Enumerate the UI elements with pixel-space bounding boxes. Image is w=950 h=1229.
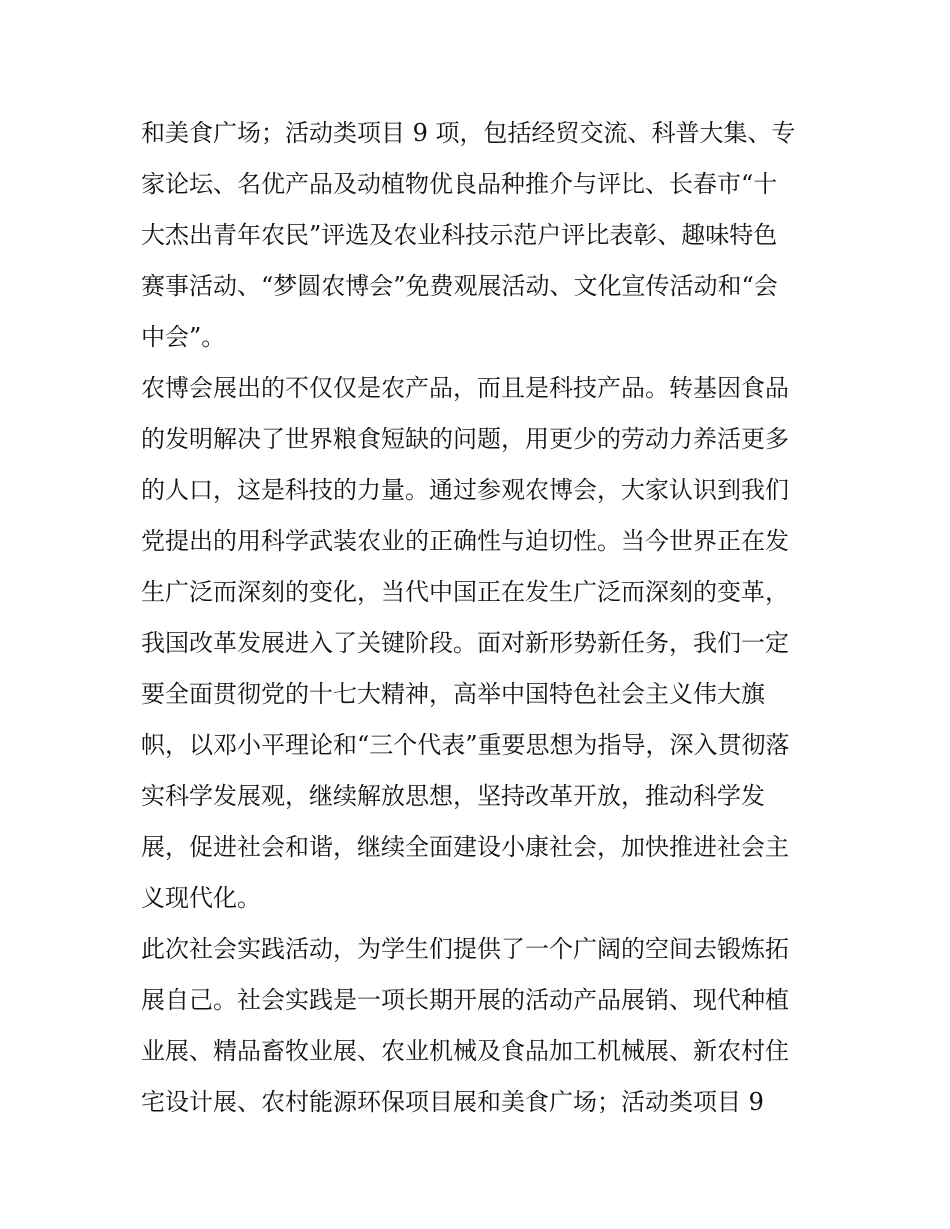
text-line: 帜，以邓小平理论和“三个代表”重要思想为指导，深入贯彻落 [141,731,790,759]
text-line: 此次社会实践活动，为学生们提供了一个广阔的空间去锻炼拓 [141,935,789,963]
text-line: 的发明解决了世界粮食短缺的问题，用更少的劳动力养活更多 [141,425,789,453]
text-line: 农博会展出的不仅仅是农产品，而且是科技产品。转基因食品 [141,374,789,402]
text-line: 家论坛、名优产品及动植物优良品种推介与评比、长春市“十 [141,170,778,198]
text-line: 义现代化。 [141,884,261,912]
text-line: 党提出的用科学武装农业的正确性与迫切性。当今世界正在发 [141,527,789,555]
text-line: 业展、精品畜牧业展、农业机械及食品加工机械展、新农村住 [141,1037,789,1065]
text-line: 中会”。 [141,323,226,351]
text-line: 要全面贯彻党的十七大精神，高举中国特色社会主义伟大旗 [141,680,765,708]
text-line: 我国改革发展进入了关键阶段。面对新形势新任务，我们一定 [141,629,789,657]
text-line: 的人口，这是科技的力量。通过参观农博会，大家认识到我们 [141,476,789,504]
body-text [141,108,821,1128]
text-line: 展，促进社会和谐，继续全面建设小康社会，加快推进社会主 [141,833,789,861]
text-line: 实科学发展观，继续解放思想，坚持改革开放，推动科学发 [141,782,765,810]
text-line: 展自己。社会实践是一项长期开展的活动产品展销、现代种植 [141,986,789,1014]
text-line: 赛事活动、“梦圆农博会”免费观展活动、文化宣传活动和“会 [141,272,778,300]
text-line: 生广泛而深刻的变化，当代中国正在发生广泛而深刻的变革， [141,578,789,606]
text-line: 大杰出青年农民”评选及农业科技示范户评比表彰、趣味特色 [141,221,778,249]
text-line: 宅设计展、农村能源环保项目展和美食广场；活动类项目 9 [141,1088,764,1116]
text-line: 和美食广场；活动类项目 9 项，包括经贸交流、科普大集、专 [141,119,796,147]
